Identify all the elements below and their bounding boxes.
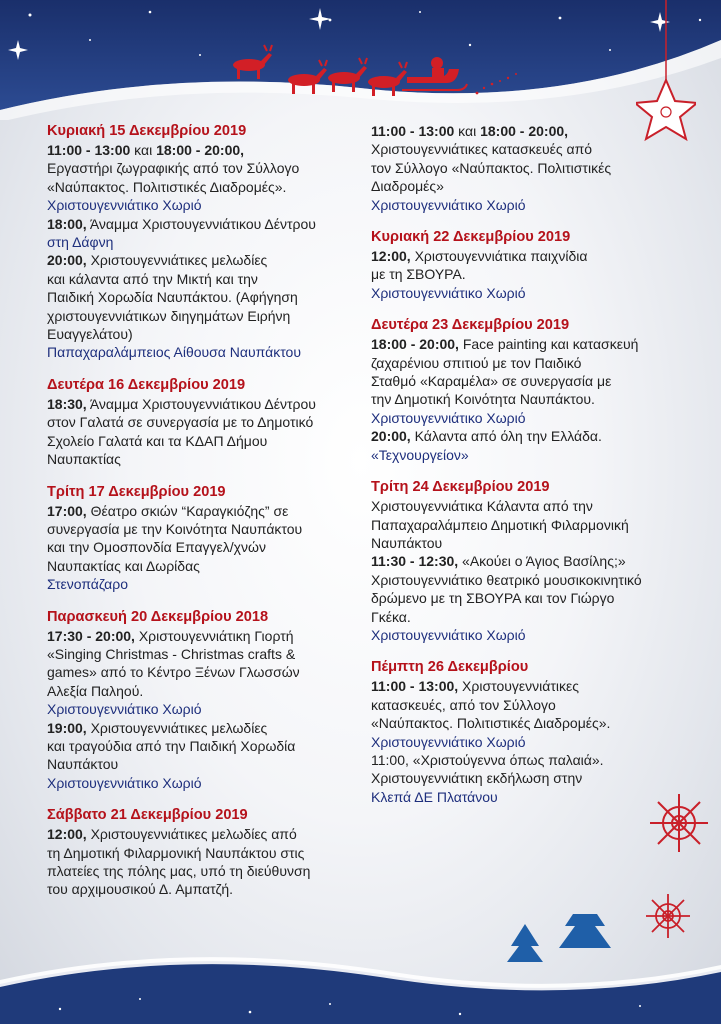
event-line: 20:00, Κάλαντα από όλη την Ελλάδα. [371,428,602,445]
event-line: 18:00, Άναμμα Χριστουγεννιάτικου Δέντρου [47,215,316,232]
event-line: Χριστουγεννιάτικη εκδήλωση στην [371,770,583,787]
event-date: Κυριακή 22 Δεκεμβρίου 2019 [371,229,571,246]
event-line: Ναυπακτίας [47,451,121,468]
event-location: Χριστουγεννιάτικο Χωριό [47,197,202,214]
event-line: πλατείες της πόλης μας, υπό τη διεύθυνση [47,863,311,879]
event-line: Σχολείο Γαλατά και τα ΚΔΑΠ Δήμου [47,432,268,449]
event-line: 19:00, Χριστουγεννιάτικες μελωδίες [47,719,268,736]
event-line: κατασκευές, από τον Σύλλογο [371,696,556,713]
event-line: Ναυπακτίας και Δωρίδας [47,557,200,574]
event-location: Χριστουγεννιάτικο Χωριό [371,409,526,426]
event-block [371,316,671,464]
event-line: 17:00, Θέατρο σκιών “Καραγκιόζης” σε [47,502,289,519]
event-location: στη Δάφνη [47,234,114,251]
event-line: games» από το Κέντρο Ξένων Γλωσσών [47,664,300,681]
event-date: Τρίτη 17 Δεκεμβρίου 2019 [47,483,226,500]
event-block [371,228,671,302]
snowflake-icon [644,892,692,940]
event-date: Παρασκευή 20 Δεκεμβρίου 2018 [47,608,269,625]
bottom-decorative-band [0,914,721,1024]
event-line: 12:00, Χριστουγεννιάτικα παιχνίδια [371,248,588,265]
event-line: 11:00 - 13:00, Χριστουγεννιάτικες [371,678,579,695]
event-line: Χριστουγεννιάτικα Κάλαντα από την [371,498,593,515]
event-line: «Singing Christmas - Christmas crafts & [47,645,296,662]
event-line: «Ναύπακτος. Πολιτιστικές Διαδρομές». [47,178,287,195]
sparkle-icon [8,8,670,60]
event-location: Χριστουγεννιάτικο Χωριό [47,701,202,718]
event-line: Διαδρομές» [371,178,444,195]
event-line: Χριστουγεννιάτικες κατασκευές από [371,141,593,158]
event-line: και την Ομοσπονδία Επαγγελ/χνών [47,539,266,556]
christmas-tree-icon [507,914,611,962]
event-line: του αρχιμουσικού Δ. Αμπατζή. [47,881,234,898]
event-location: Χριστουγεννιάτικο Χωριό [371,733,526,750]
event-line: τη Δημοτική Φιλαρμονική Ναυπάκτου στις [47,844,305,861]
event-block [47,376,347,469]
event-block [371,122,671,214]
event-block [47,806,347,899]
event-line: Γκέκα. [371,608,411,625]
event-date: Δευτέρα 16 Δεκεμβρίου 2019 [47,376,246,393]
event-line: δρώμενο με τη ΣΒΟΥΡΑ και τον Γιώργο [371,590,615,607]
event-line: με τη ΣΒΟΥΡΑ. [371,266,466,283]
event-line: 11:00 - 13:00 και 18:00 - 20:00, [371,123,569,139]
event-line: 11:00 - 13:00 και 18:00 - 20:00, [47,142,245,158]
reindeer-sleigh-icon [222,38,522,108]
event-location: Στενοπάζαρο [47,576,128,593]
event-line: Σταθμό «Καραμέλα» σε συνεργασία με [371,373,612,390]
event-block [47,122,347,362]
event-block [47,483,347,594]
event-line: 11:00, «Χριστούγεννα όπως παλαιά». [371,751,604,768]
event-line: 18:00 - 20:00, Face painting και κατασκευή [371,336,639,353]
event-block [47,608,347,793]
event-line: 12:00, Χριστουγεννιάτικες μελωδίες από [47,826,297,843]
event-line: ζαχαρένιου σπιτιού με τον Παιδικό [371,354,582,371]
top-decorative-band [0,0,721,120]
event-line: χριστουγεννιάτικων διηγημάτων Ειρήνη [47,307,291,324]
event-line: Παπαχαραλάμπειο Δημοτική Φιλαρμονική [371,516,629,533]
event-line: 20:00, Χριστουγεννιάτικες μελωδίες [47,252,268,269]
event-location: Χριστουγεννιάτικο Χωριό [371,626,526,643]
event-line: 18:30, Άναμμα Χριστουγεννιάτικου Δέντρου [47,395,316,412]
event-date: Τρίτη 24 Δεκεμβρίου 2019 [371,479,550,496]
event-location: «Τεχνουργείον» [371,446,469,463]
event-location: Χριστουγεννιάτικο Χωριό [47,774,202,791]
event-line: και τραγούδια από την Παιδική Χορωδία [47,737,296,754]
event-date: Δευτέρα 23 Δεκεμβρίου 2019 [371,317,570,334]
event-location: Κλεπά ΔΕ Πλατάνου [371,788,498,805]
event-line: 11:30 - 12:30, «Ακούει ο Άγιος Βασίλης;» [371,553,626,570]
program-column-left [47,122,347,913]
event-line: Ναυπάκτου [47,756,119,773]
event-line: στον Γαλατά σε συνεργασία με το Δημοτικό [47,414,314,431]
event-date: Κυριακή 15 Δεκεμβρίου 2019 [47,123,247,139]
event-block [371,658,671,806]
event-line: την Δημοτική Κοινότητα Ναυπάκτου. [371,391,595,408]
event-line: 17:30 - 20:00, Χριστουγεννιάτικη Γιορτή [47,627,294,644]
event-line: Ευαγγελάτου) [47,326,133,343]
event-line: «Ναύπακτος. Πολιτιστικές Διαδρομές». [371,715,611,732]
event-line: Αλεξία Παληού. [47,682,144,699]
event-location: Χριστουγεννιάτικο Χωριό [371,196,526,213]
event-line: Παιδική Χορωδία Ναυπάκτου. (Αφήγηση [47,289,298,306]
event-line: τον Σύλλογο «Ναύπακτος. Πολιτιστικές [371,159,612,176]
program-column-right [371,122,671,820]
event-line: Εργαστήρι ζωγραφικής από τον Σύλλογο [47,160,300,177]
event-line: Χριστουγεννιάτικο θεατρικό μουσικοκινητικό [371,571,642,588]
event-date: Σάββατο 21 Δεκεμβρίου 2019 [47,807,248,824]
event-line: συνεργασία με την Κοινότητα Ναυπάκτου [47,520,303,537]
event-location: Χριστουγεννιάτικο Χωριό [371,284,526,301]
event-location: Παπαχαραλάμπειος Αίθουσα Ναυπάκτου [47,344,301,361]
event-block [371,478,671,644]
event-line: Ναυπάκτου [371,534,443,551]
event-line: και κάλαντα από την Μικτή και την [47,270,258,287]
event-date: Πέμπτη 26 Δεκεμβρίου [371,659,529,676]
